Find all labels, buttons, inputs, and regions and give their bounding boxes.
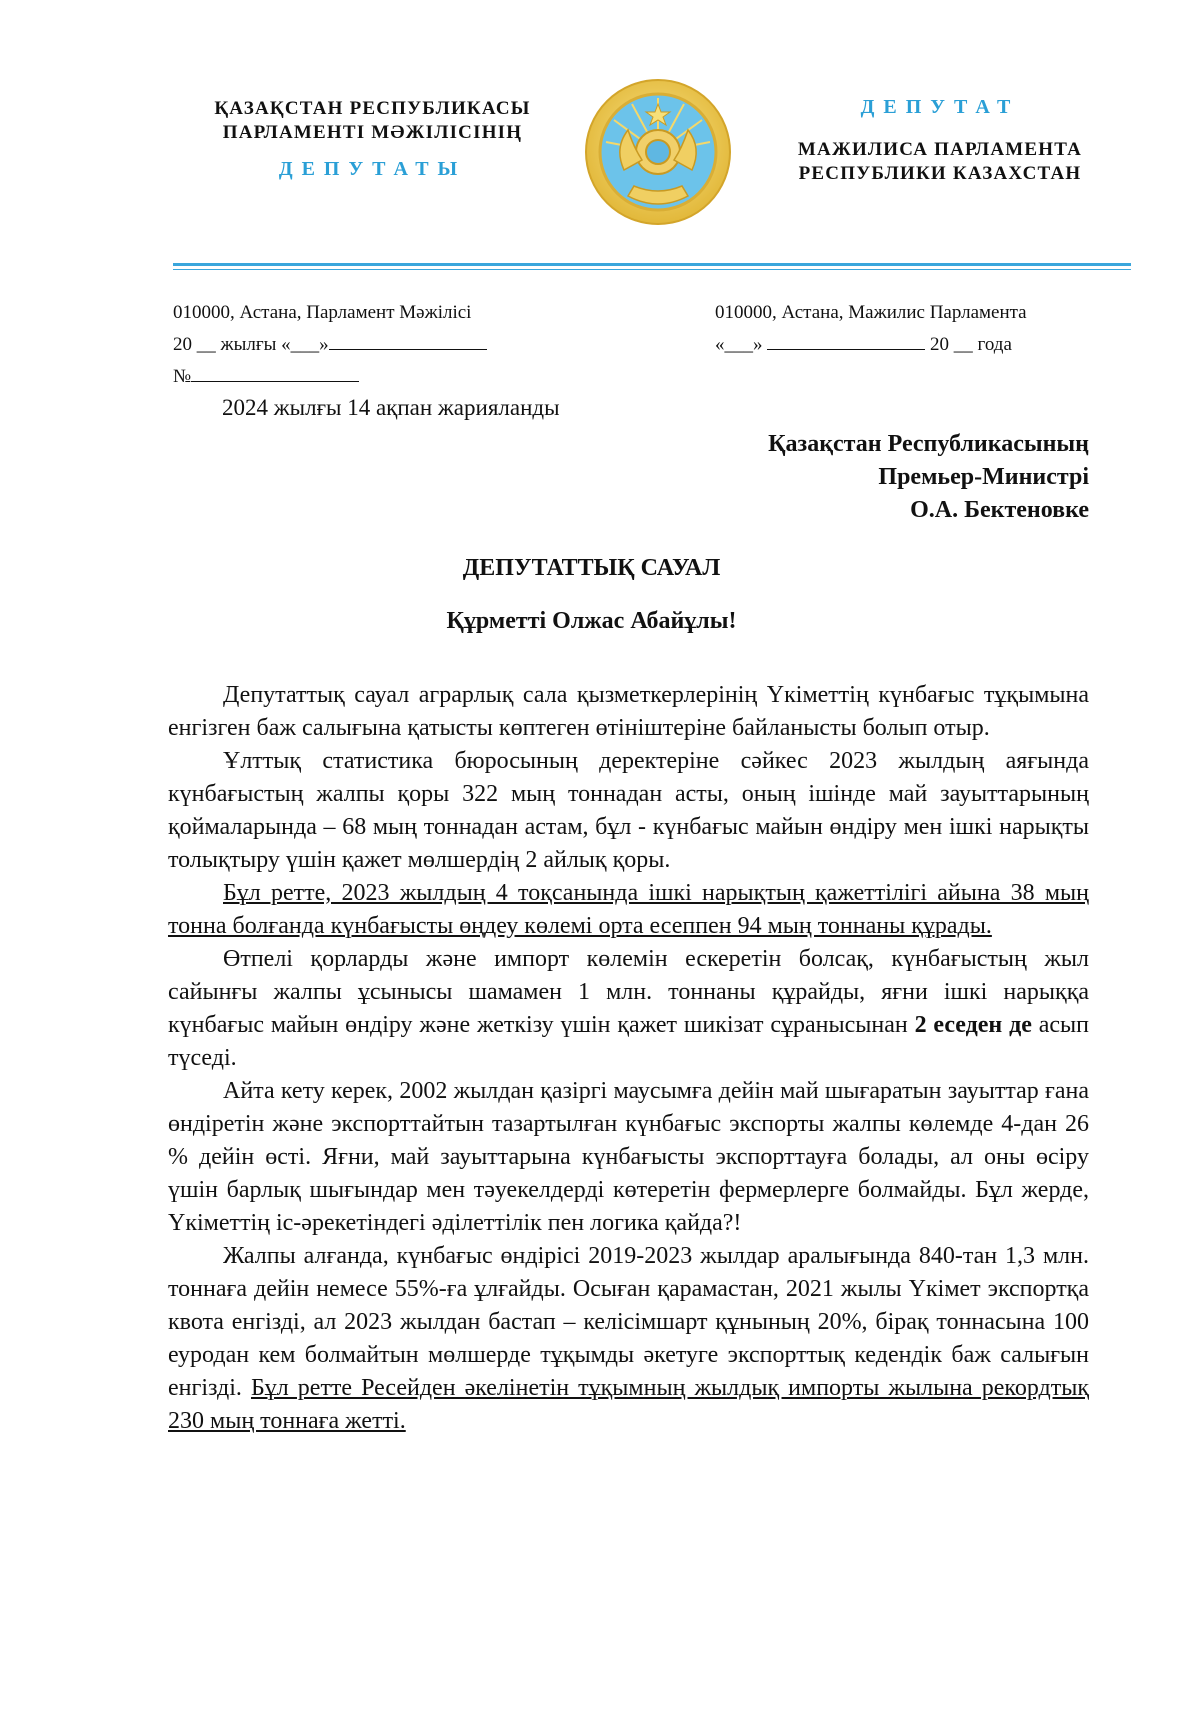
header-right-line1: МАЖИЛИСА ПАРЛАМЕНТА (797, 139, 1083, 160)
address-left-date-prefix: 20 __ жылғы «___» (173, 334, 329, 355)
date-blank-line (767, 331, 925, 350)
paragraph-6-text-a: Жалпы алғанда, күнбағыс өндірісі 2019-2023 жылдар аралығында 840-тан 1,3 млн. тоннаға дейін немесе 55%-ға ұлғайды. Осыған қарамастан, 2021 жылы Үкімет экспортқа квота енгізді, ал 2023 жылдан бастап – келісімшарт құнының 20%, бірақ тоннасына 100 еуродан кем болмайтын мөлшерде тұқымды әкетуге экспорттық кедендік баж салығын енгізді. (168, 1243, 1089, 1401)
paragraph-3: Бұл ретте, 2023 жылдың 4 тоқсанында ішкі нарықтың қажеттілігі айына 38 мың тонна болғанда күнбағысты өңдеу көлемі орта есеппен 94 мың тоннаны құрады. (168, 880, 1089, 939)
address-left-date (173, 329, 487, 361)
paragraph-1: Депутаттық сауал аграрлық сала қызметкерлерінің Үкіметтің күнбағыс тұқымына енгізген баж салығына қатысты көптеген өтініштеріне байланысты болып отыр. (168, 682, 1089, 741)
header-divider-thin (173, 269, 1131, 270)
header-left-title: ДЕПУТАТЫ (278, 158, 467, 180)
address-block-left (173, 297, 487, 393)
paragraph-4 (168, 943, 1089, 1075)
paragraph-2: Ұлттық статистика бюросының деректеріне сәйкес 2023 жылдың аяғында күнбағыстың жалпы қоры 322 мың тоннадан асты, оның ішінде май зауыттарының қоймаларында – 68 мың тоннадан астам, бұл - күнбағыс майын өндіру мен ішкі нарықты толықтыру үшін қажет мөлшердің 2 айлық қоры. (168, 748, 1089, 873)
paragraph-4-bold: 2 еседен де (914, 1012, 1032, 1038)
greeting: Құрметті Олжас Абайұлы! (446, 608, 737, 634)
address-left-number-prefix: № (173, 366, 192, 387)
recipient-line3: О.А. Бектеновке (910, 497, 1089, 523)
document-body (168, 679, 1089, 1438)
address-right-date-suffix: 20 __ года (930, 334, 1012, 355)
address-right-line1: 010000, Астана, Мажилис Парламента (715, 302, 1027, 323)
publication-date: 2024 жылғы 14 ақпан жарияланды (222, 395, 560, 420)
header-divider-thick (173, 263, 1131, 266)
recipient-line2: Премьер-Министрі (878, 464, 1089, 490)
header-right-russian (775, 95, 1105, 186)
header-left-line2: ПАРЛАМЕНТІ МӘЖІЛІСІНІҢ (222, 122, 523, 143)
paragraph-6-underlined: Бұл ретте Ресейден әкелінетін тұқымның жылдық импорты жылына рекордтық 230 мың тоннаға жетті. (168, 1375, 1089, 1434)
kazakhstan-state-emblem-icon (584, 78, 732, 226)
recipient-line1: Қазақстан Республикасының (768, 431, 1089, 457)
header-left-kazakh (200, 97, 545, 181)
header-right-title: ДЕПУТАТ (860, 96, 1020, 118)
paragraph-5: Айта кету керек, 2002 жылдан қазіргі маусымға дейін май шығаратын зауыттар ғана өндіретін және экспорттайтын тазартылған күнбағыс экспорты жалпы көлемде 4-дан 26 % дейін өсті. Яғни, май зауыттарына күнбағысты экспорттауға болады, ал оны өсіру үшін барлық шығындар мен тәуекелдерді көтеретін фермерлерге болмайды. Бұл жерде, Үкіметтің іс-әрекетіндегі әділеттілік пен логика қайда?! (168, 1078, 1089, 1236)
date-blank-line (329, 331, 487, 350)
document-title: ДЕПУТАТТЫҚ САУАЛ (462, 555, 721, 581)
recipient-block (768, 428, 1089, 527)
address-right-date (715, 329, 1027, 361)
paragraph-6 (168, 1240, 1089, 1438)
address-right-date-prefix: «___» (715, 334, 763, 355)
paragraph-4-text-c: асып түседі. (168, 1012, 1089, 1071)
paragraph-4-text-a: Өтпелі қорларды және импорт көлемін ескеретін болсақ, күнбағыстың жыл сайынғы жалпы ұсынысы шамамен 1 млн. тоннаны құрайды, яғни ішкі нарыққа күнбағыс майын өндіру және жеткізу үшін қажет шикізат сұранысынан (168, 946, 1089, 1038)
address-left-number (173, 361, 487, 393)
address-block-right (715, 297, 1027, 361)
address-left-line1: 010000, Астана, Парламент Мәжілісі (173, 302, 472, 323)
number-blank-line (191, 363, 359, 382)
header-right-line2: РЕСПУБЛИКИ КАЗАХСТАН (798, 163, 1082, 184)
header-left-line1: ҚАЗАҚСТАН РЕСПУБЛИКАСЫ (214, 98, 531, 119)
